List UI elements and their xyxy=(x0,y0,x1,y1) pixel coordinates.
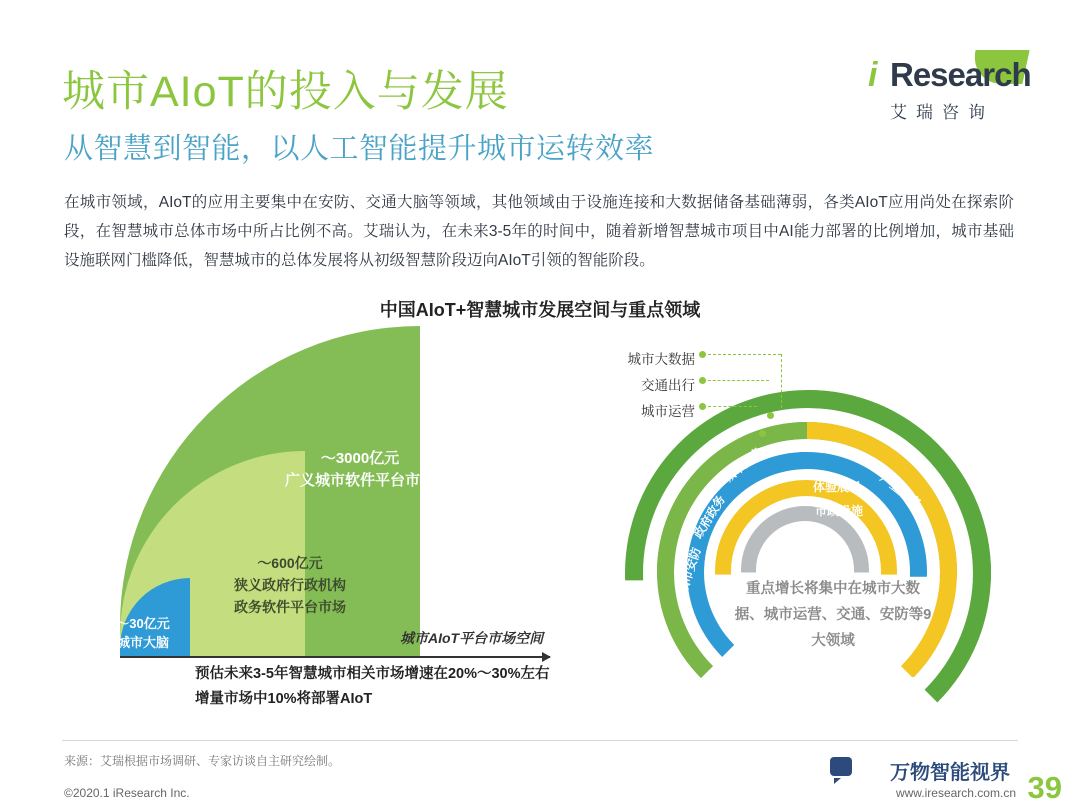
label-citybrain-value: ～30亿元 xyxy=(116,616,170,631)
growth-note-line2: 增量市场中10%将部署AIoT xyxy=(195,691,373,707)
label-citybrain-text: 城市大脑 xyxy=(116,635,169,650)
leader-dot-arc-1 xyxy=(767,412,774,419)
iresearch-logo xyxy=(846,50,1031,122)
arc-label-government-affairs: 政府政务 xyxy=(690,492,729,541)
intro-paragraph: 在城市领域，AIoT的应用主要集中在安防、交通大脑等领域，其他领域由于设施连接和大数据储备基础薄弱，各类AIoT应用尚处在探索阶段，在智慧城市总体市场中所占比例不高。艾瑞认为，在未来3-5年的时间中，随着新增智慧城市项目中AI能力部署的比例增加，城市基础设施联网门槛降低，智慧城市的总体发展将从初级智慧阶段迈向AIoT引领的智能阶段。 xyxy=(64,194,1014,269)
chart-area xyxy=(60,320,1020,740)
leader-line-2 xyxy=(703,380,769,381)
chart-title: 中国AIoT+智慧城市发展空间与重点领域 xyxy=(379,300,701,320)
arc-center-text: 重点增长将集中在城市大数据、城市运营、交通、安防等9大领域 xyxy=(734,581,932,649)
growth-note-line1: 预估未来3-5年智慧城市相关市场增速在20%～30%左右 xyxy=(195,666,550,682)
arc-label-city-emergency: 城市应急 xyxy=(720,444,767,486)
leader-dot-2 xyxy=(699,377,706,384)
arc-label-municipal-facility: 市政设施 xyxy=(815,504,864,518)
callout-traffic-travel: 交通出行 xyxy=(641,378,695,393)
page-title: 城市AIoT的投入与发展 xyxy=(62,68,509,116)
label-narrow-text-a: 狭义政府行政机构 xyxy=(234,577,346,593)
copyright-text: ©2020.1 iResearch Inc. xyxy=(64,786,190,800)
concentric-arc-diagram xyxy=(615,330,1015,710)
growth-note xyxy=(195,662,665,712)
logo-chinese-name: 艾瑞咨询 xyxy=(890,103,994,122)
x-axis xyxy=(120,656,550,658)
label-narrow-text-b: 政务软件平台市场 xyxy=(234,599,346,615)
watermark-icon xyxy=(830,757,852,776)
leader-line-1 xyxy=(703,354,781,355)
leader-dot-3 xyxy=(699,403,706,410)
label-broad-text: 广义城市软件平台市场 xyxy=(284,472,435,489)
logo-i-letter: i xyxy=(868,56,878,94)
axis-caption: 城市AIoT平台市场空间 xyxy=(400,630,544,646)
page-number: 39 xyxy=(1027,770,1062,805)
footer-divider xyxy=(62,740,1018,741)
label-city-brain xyxy=(98,614,188,652)
label-broad-value: ～3000亿元 xyxy=(320,450,400,467)
callout-city-operation: 城市运营 xyxy=(641,404,695,419)
website-url: www.iresearch.com.cn xyxy=(895,786,1016,800)
leader-line-3 xyxy=(703,406,757,407)
leader-dot-arc-2 xyxy=(759,430,766,437)
arc-label-city-security: 城市安防 xyxy=(675,545,704,596)
source-note: 来源：艾瑞根据市场调研、专家访谈自主研究绘制。 xyxy=(64,754,341,768)
watermark-text: 万物智能视界 xyxy=(890,762,1010,784)
label-narrow-market xyxy=(180,552,400,618)
arc-label-experience-display: 体验展示 xyxy=(813,480,862,494)
label-broad-market xyxy=(250,448,470,492)
label-narrow-value: ～600亿元 xyxy=(257,555,323,571)
arc-label-industry-service: 产业服务 xyxy=(877,470,924,512)
logo-wordmark: Research xyxy=(890,56,1031,93)
leader-dot-1 xyxy=(699,351,706,358)
callout-city-bigdata: 城市大数据 xyxy=(627,352,695,367)
leader-line-vertical xyxy=(781,354,782,408)
page-subtitle: 从智慧到智能，以人工智能提升城市运转效率 xyxy=(64,133,655,165)
